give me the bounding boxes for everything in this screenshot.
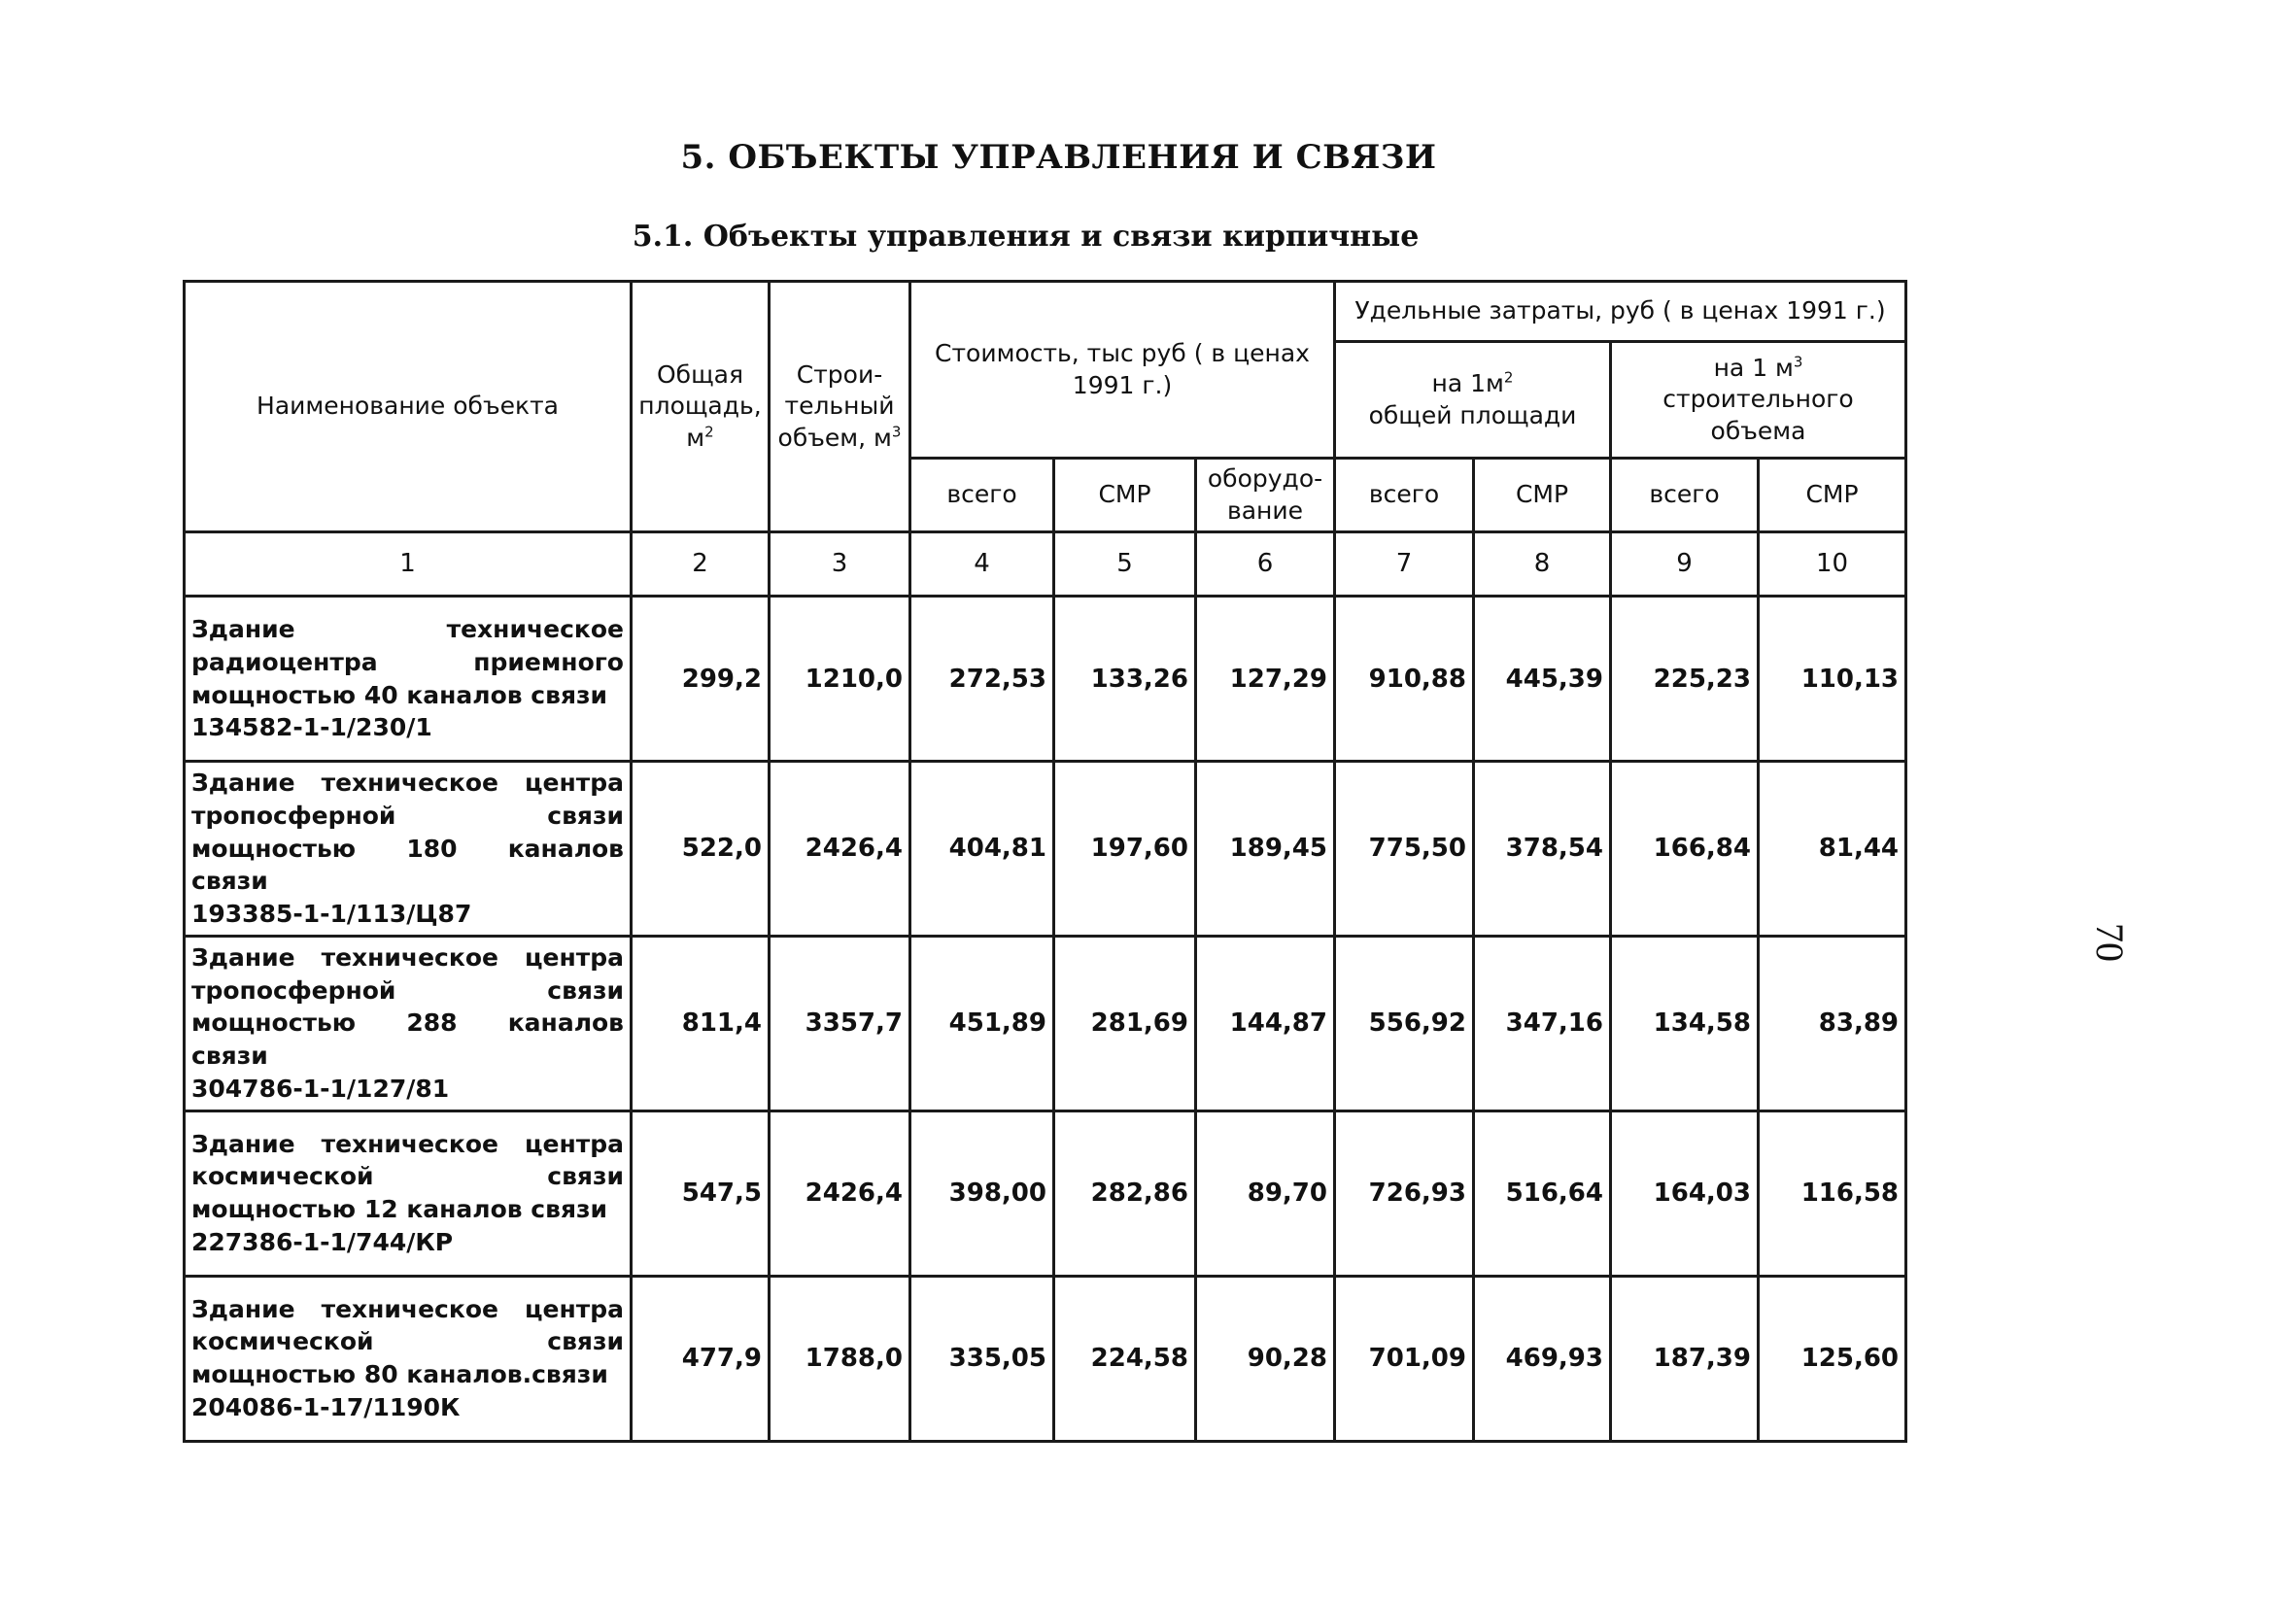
object-code: 193385-1-1/113/Ц87 [191, 900, 472, 928]
object-code: 304786-1-1/127/81 [191, 1074, 450, 1103]
value-cell: 404,81 [910, 762, 1054, 937]
header-cost-total: всего [910, 459, 1054, 532]
value-cell: 378,54 [1474, 762, 1611, 937]
object-name: Здание техническое центра тропосферной связи мощностью 288 каналов связи [191, 942, 624, 1070]
cost-table [183, 280, 1907, 1443]
header-area [632, 282, 770, 532]
value-cell: 116,58 [1759, 1111, 1906, 1276]
object-name-cell [185, 1111, 632, 1276]
header-volume [770, 282, 910, 532]
value-cell: 125,60 [1759, 1276, 1906, 1441]
value-cell: 281,69 [1054, 936, 1196, 1111]
object-code: 204086-1-17/1190К [191, 1392, 461, 1421]
table-row [185, 762, 1906, 937]
value-cell: 701,09 [1335, 1276, 1474, 1441]
header-per-m3-sup: 3 [1793, 353, 1803, 371]
value-cell: 2426,4 [770, 1111, 910, 1276]
column-number: 1 [185, 532, 632, 597]
value-cell: 83,89 [1759, 936, 1906, 1111]
value-cell: 477,9 [632, 1276, 770, 1441]
header-specific: Удельные затраты, руб ( в ценах 1991 г.) [1335, 282, 1906, 342]
object-name-cell [185, 597, 632, 762]
value-cell: 398,00 [910, 1111, 1054, 1276]
table-row [185, 1276, 1906, 1441]
header-m3-total: всего [1611, 459, 1759, 532]
header-volume-text: Строи-тельный объем, м [777, 359, 895, 452]
value-cell: 445,39 [1474, 597, 1611, 762]
object-code: 134582-1-1/230/1 [191, 713, 432, 742]
value-cell: 134,58 [1611, 936, 1759, 1111]
column-number: 9 [1611, 532, 1759, 597]
value-cell: 89,70 [1196, 1111, 1335, 1276]
table-row [185, 597, 1906, 762]
object-name: Здание техническое центра космической связи мощностью 80 каналов.связи [191, 1294, 624, 1388]
object-name: Здание техническое радиоцентра приемного мощностью 40 каналов связи [191, 615, 624, 709]
header-per-m2-b: общей площади [1368, 400, 1577, 429]
header-area-text: Общая площадь, м [638, 359, 762, 452]
header-m2-total: всего [1335, 459, 1474, 532]
value-cell: 2426,4 [770, 762, 910, 937]
header-name: Наименование объекта [185, 282, 632, 532]
object-name-cell [185, 762, 632, 937]
value-cell: 81,44 [1759, 762, 1906, 937]
value-cell: 166,84 [1611, 762, 1759, 937]
value-cell: 3357,7 [770, 936, 910, 1111]
value-cell: 189,45 [1196, 762, 1335, 937]
value-cell: 726,93 [1335, 1111, 1474, 1276]
page-number: 70 [2088, 923, 2132, 962]
header-cost-smr: СМР [1054, 459, 1196, 532]
column-number: 3 [770, 532, 910, 597]
value-cell: 335,05 [910, 1276, 1054, 1441]
value-cell: 282,86 [1054, 1111, 1196, 1276]
column-number: 10 [1759, 532, 1906, 597]
value-cell: 127,29 [1196, 597, 1335, 762]
value-cell: 775,50 [1335, 762, 1474, 937]
header-cost-equipment: оборудо-вание [1196, 459, 1335, 532]
object-name-cell [185, 1276, 632, 1441]
value-cell: 1210,0 [770, 597, 910, 762]
object-name: Здание техническое центра космической связи мощностью 12 каналов связи [191, 1129, 624, 1223]
section-title: 5.1. Объекты управления и связи кирпичные [632, 220, 1420, 254]
column-number: 5 [1054, 532, 1196, 597]
header-m2-smr: СМР [1474, 459, 1611, 532]
value-cell: 133,26 [1054, 597, 1196, 762]
value-cell: 110,13 [1759, 597, 1906, 762]
value-cell: 910,88 [1335, 597, 1474, 762]
column-number: 8 [1474, 532, 1611, 597]
object-name: Здание техническое центра тропосферной связи мощностью 180 каналов связи [191, 769, 624, 896]
column-number: 2 [632, 532, 770, 597]
value-cell: 522,0 [632, 762, 770, 937]
header-per-m2-a: на 1м [1431, 369, 1504, 397]
column-number: 4 [910, 532, 1054, 597]
value-cell: 556,92 [1335, 936, 1474, 1111]
value-cell: 516,64 [1474, 1111, 1611, 1276]
header-per-m3-a: на 1 м [1713, 353, 1794, 382]
value-cell: 144,87 [1196, 936, 1335, 1111]
value-cell: 1788,0 [770, 1276, 910, 1441]
header-cost: Стоимость, тыс руб ( в ценах 1991 г.) [910, 282, 1335, 459]
value-cell: 547,5 [632, 1111, 770, 1276]
value-cell: 187,39 [1611, 1276, 1759, 1441]
column-number: 7 [1335, 532, 1474, 597]
value-cell: 469,93 [1474, 1276, 1611, 1441]
table-row [185, 936, 1906, 1111]
value-cell: 197,60 [1054, 762, 1196, 937]
column-number-row [185, 532, 1906, 597]
header-per-m3 [1611, 342, 1906, 459]
header-per-m3-b: строительного объема [1662, 385, 1854, 445]
column-number: 6 [1196, 532, 1335, 597]
value-cell: 224,58 [1054, 1276, 1196, 1441]
value-cell: 164,03 [1611, 1111, 1759, 1276]
object-code: 227386-1-1/744/КР [191, 1227, 454, 1256]
header-area-sup: 2 [704, 423, 714, 441]
header-per-m2-sup: 2 [1503, 368, 1514, 387]
value-cell: 272,53 [910, 597, 1054, 762]
header-volume-sup: 3 [891, 423, 902, 441]
header-per-m2 [1335, 342, 1611, 459]
page-title: 5. ОБЪЕКТЫ УПРАВЛЕНИЯ И СВЯЗИ [680, 138, 1437, 177]
value-cell: 347,16 [1474, 936, 1611, 1111]
header-m3-smr: СМР [1759, 459, 1906, 532]
value-cell: 451,89 [910, 936, 1054, 1111]
value-cell: 811,4 [632, 936, 770, 1111]
table-row [185, 1111, 1906, 1276]
value-cell: 225,23 [1611, 597, 1759, 762]
object-name-cell [185, 936, 632, 1111]
value-cell: 90,28 [1196, 1276, 1335, 1441]
value-cell: 299,2 [632, 597, 770, 762]
